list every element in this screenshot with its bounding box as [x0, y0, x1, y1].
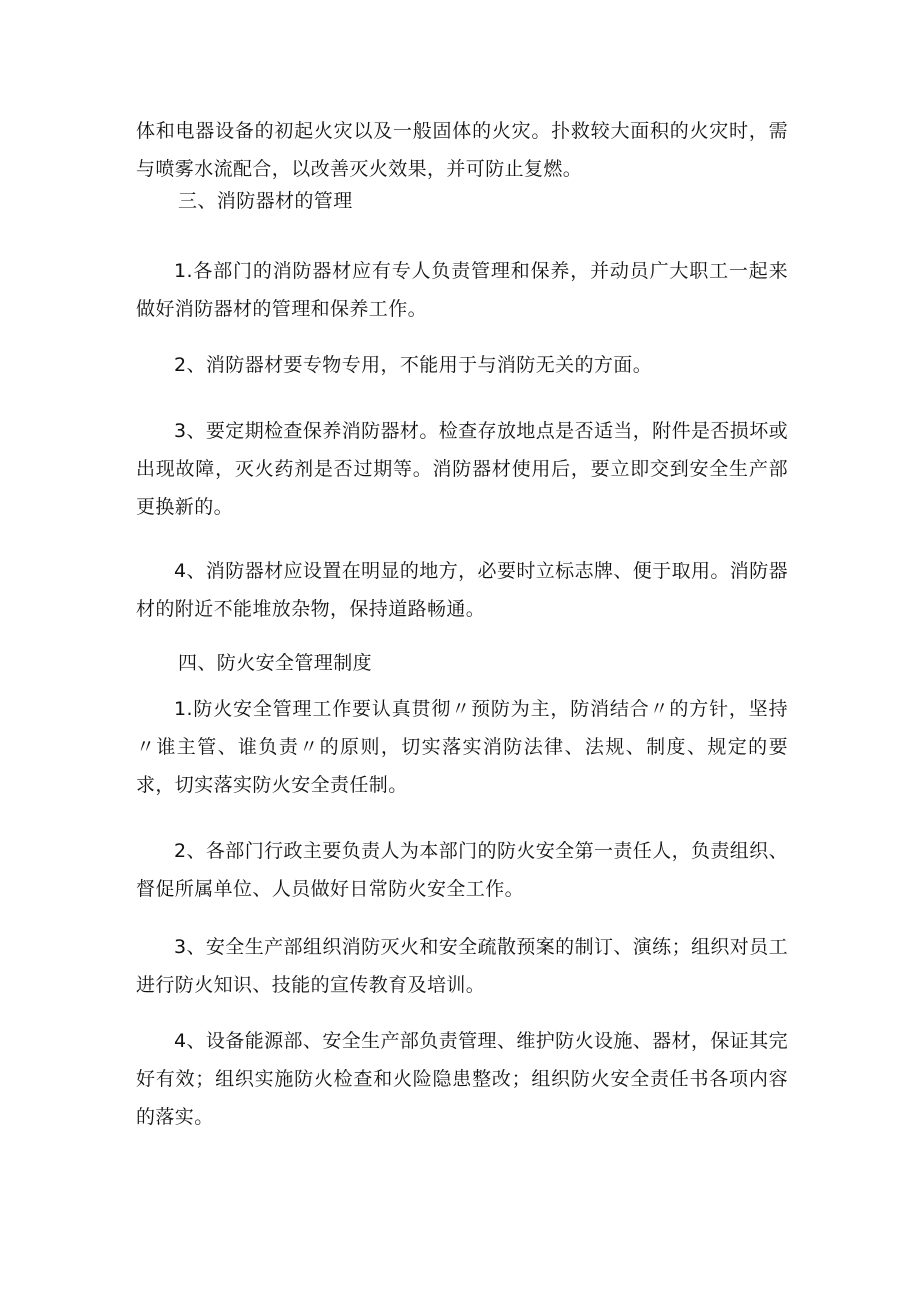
- section3-item-2: 2、消防器材要专物专用，不能用于与消防无关的方面。: [174, 354, 653, 376]
- continuation-paragraph: 体和电器设备的初起火灾以及一般固体的火灾。扑救较大面积的火灾时，需与喷雾水流配合，以改善灭火效果，并可防止复燃。: [136, 120, 788, 180]
- section-heading-3: 三、消防器材的管理: [178, 190, 353, 212]
- section4-item-2: 2、各部门行政主要负责人为本部门的防火安全第一责任人，负责组织、督促所属单位、人员做好日常防火安全工作。: [136, 840, 788, 900]
- section4-item-3: 3、安全生产部组织消防灭火和安全疏散预案的制订、演练；组织对员工进行防火知识、技能的宣传教育及培训。: [136, 936, 788, 996]
- section3-item-1: 1.各部门的消防器材应有专人负责管理和保养，并动员广大职工一起来做好消防器材的管理和保养工作。: [136, 260, 788, 320]
- section-heading-4: 四、防火安全管理制度: [178, 652, 373, 674]
- section4-item-1: 1.防火安全管理工作要认真贯彻〃预防为主，防消结合〃的方针，坚持〃谁主管、谁负责〃的原则，切实落实消防法律、法规、制度、规定的要求，切实落实防火安全责任制。: [136, 698, 788, 796]
- section3-item-3: 3、要定期检查保养消防器材。检查存放地点是否适当，附件是否损坏或出现故障，灭火药剂是否过期等。消防器材使用后，要立即交到安全生产部更换新的。: [136, 420, 788, 518]
- section3-item-4: 4、消防器材应设置在明显的地方，必要时立标志牌、便于取用。消防器材的附近不能堆放杂物，保持道路畅通。: [136, 560, 788, 620]
- section4-item-4: 4、设备能源部、安全生产部负责管理、维护防火设施、器材，保证其完好有效；组织实施防火检查和火险隐患整改；组织防火安全责任书各项内容的落实。: [136, 1030, 788, 1128]
